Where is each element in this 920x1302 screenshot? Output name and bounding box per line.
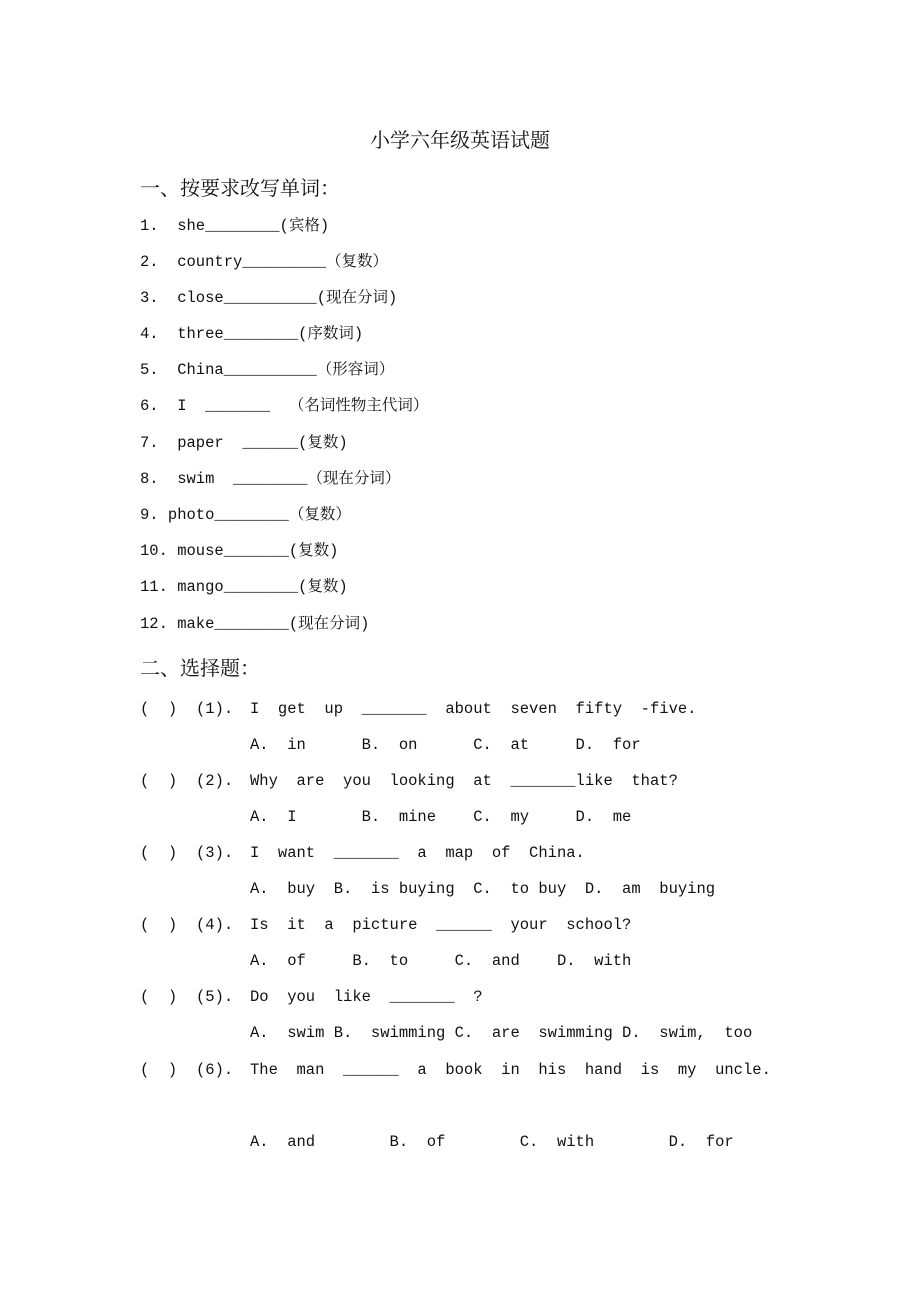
answer-paren: ( )	[140, 988, 178, 1006]
question-options: A. in B. on C. at D. for	[250, 736, 641, 754]
list-item: 9. photo________（复数）	[140, 506, 351, 524]
list-item: 2. country_________（复数）	[140, 253, 389, 271]
answer-paren: ( )	[140, 700, 178, 718]
question-options: A. buy B. is buying C. to buy D. am buying	[250, 880, 716, 898]
question-number: (1).	[196, 700, 234, 718]
answer-paren: ( )	[140, 844, 178, 862]
list-item: 10. mouse_______(复数)	[140, 542, 339, 560]
list-item: 4. three________(序数词)	[140, 325, 364, 343]
answer-paren: ( )	[140, 916, 178, 934]
question-options: A. swim B. swimming C. are swimming D. swim, too	[250, 1024, 753, 1042]
list-item: 7. paper ______(复数)	[140, 434, 348, 452]
section-1-heading: 一、按要求改写单词：	[140, 176, 340, 200]
question-text: Why are you looking at _______like that?	[250, 772, 678, 790]
question-number: (4).	[196, 916, 234, 934]
list-item: 1. she________(宾格)	[140, 217, 330, 235]
section-2-heading: 二、选择题：	[140, 656, 260, 680]
question-number: (3).	[196, 844, 234, 862]
list-item: 11. mango________(复数)	[140, 578, 348, 596]
list-item: 5. China__________（形容词）	[140, 361, 395, 379]
list-item: 8. swim ________（现在分词）	[140, 470, 401, 488]
question-text: The man ______ a book in his hand is my uncle.	[250, 1061, 771, 1079]
list-item: 12. make________(现在分词)	[140, 615, 370, 633]
question-number: (6).	[196, 1061, 234, 1079]
question-text: Do you like _______ ?	[250, 988, 483, 1006]
answer-paren: ( )	[140, 772, 178, 790]
question-options: A. of B. to C. and D. with	[250, 952, 632, 970]
list-item: 6. I _______ （名词性物主代词）	[140, 397, 429, 415]
question-options: A. I B. mine C. my D. me	[250, 808, 632, 826]
page-title: 小学六年级英语试题	[370, 128, 550, 152]
question-text: I want _______ a map of China.	[250, 844, 585, 862]
answer-paren: ( )	[140, 1061, 178, 1079]
question-number: (2).	[196, 772, 234, 790]
question-text: I get up _______ about seven fifty -five.	[250, 700, 697, 718]
question-options: A. and B. of C. with D. for	[250, 1133, 734, 1151]
question-number: (5).	[196, 988, 234, 1006]
question-text: Is it a picture ______ your school?	[250, 916, 632, 934]
list-item: 3. close__________(现在分词)	[140, 289, 398, 307]
